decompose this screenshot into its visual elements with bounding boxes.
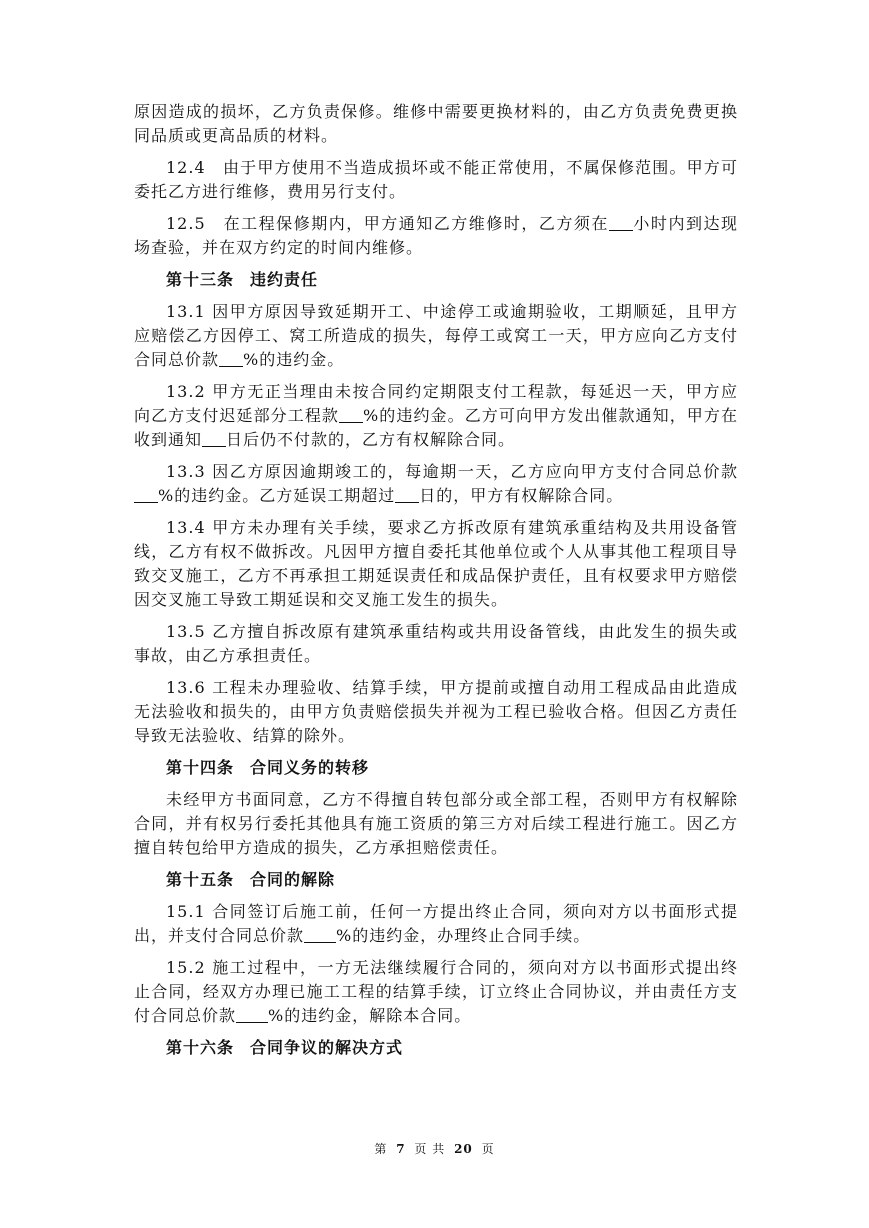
paragraph-text: 日的，甲方有权解除合同。 xyxy=(419,486,624,505)
paragraph-13-1 xyxy=(134,300,738,372)
paragraph-13-6 xyxy=(134,676,738,748)
paragraph-15-2 xyxy=(134,956,738,1028)
article-15-heading xyxy=(134,868,738,892)
page-footer xyxy=(0,1140,869,1157)
paragraph-text: 13.6 工程未办理验收、结算手续，甲方提前或擅自动用工程成品由此造成无法验收和损失的，由甲方负责赔偿损失并视为工程已验收合格。但因乙方责任导致无法验收、结算的除外。 xyxy=(134,678,738,745)
fill-in-blank-hours[interactable] xyxy=(609,214,633,231)
footer-mid: 页 共 xyxy=(414,1142,446,1156)
article-number: 第十四条 xyxy=(166,758,235,777)
paragraph-text: 15.2 施工过程中，一方无法继续履行合同的，须向对方以书面形式提出终止合同，经双方办理已施工工程的结算手续，订立终止合同协议，并由责任方支付合同总价款 xyxy=(134,958,738,1025)
paragraph-text: 12.5 在工程保修期内，甲方通知乙方维修时，乙方须在 xyxy=(166,214,609,233)
paragraph-text: 12.4 由于甲方使用不当造成损坏或不能正常使用，不属保修范围。甲方可委托乙方进行维修，费用另行支付。 xyxy=(134,158,738,201)
fill-in-blank-percent[interactable] xyxy=(219,350,243,367)
article-title: 合同义务的转移 xyxy=(250,758,370,777)
fill-in-blank-percent[interactable] xyxy=(339,406,363,423)
fill-in-blank-days[interactable] xyxy=(395,486,419,503)
article-number: 第十六条 xyxy=(166,1038,235,1057)
paragraph-13-4 xyxy=(134,516,738,612)
paragraph-12-3-continued xyxy=(134,100,738,148)
paragraph-13-2 xyxy=(134,380,738,452)
paragraph-text: 原因造成的损坏，乙方负责保修。维修中需要更换材料的，由乙方负责免费更换同品质或更高品质的材料。 xyxy=(134,102,738,145)
paragraph-text: %的违约金。 xyxy=(243,350,345,369)
paragraph-text: 13.4 甲方未办理有关手续，要求乙方拆改原有建筑承重结构及共用设备管线，乙方有权不做拆改。凡因甲方擅自委托其他单位或个人从事其他工程项目导致交叉施工，乙方不再承担工期延误责任和成品保护责任，且有权要求甲方赔偿因交叉施工导致工期延误和交叉施工发生的损失。 xyxy=(134,518,738,609)
paragraph-text: 13.3 因乙方原因逾期竣工的，每逾期一天，乙方应向甲方支付合同总价款 xyxy=(166,462,738,481)
article-14-heading xyxy=(134,756,738,780)
paragraph-text: 未经甲方书面同意，乙方不得擅自转包部分或全部工程，否则甲方有权解除合同，并有权另行委托其他具有施工资质的第三方对后续工程进行施工。因乙方擅自转包给甲方造成的损失，乙方承担赔偿责任。 xyxy=(134,790,738,857)
fill-in-blank-days[interactable] xyxy=(202,430,226,447)
total-page-count: 20 xyxy=(454,1142,473,1156)
paragraph-text: 日后仍不付款的，乙方有权解除合同。 xyxy=(226,430,516,449)
paragraph-text: %的违约金，办理终止合同手续。 xyxy=(336,926,591,945)
paragraph-text: 13.2 甲方无正当理由未按合同约定期限支付工程款，每延迟一天，甲方应向乙方支付迟延部分工程款 xyxy=(134,382,738,425)
paragraph-12-4 xyxy=(134,156,738,204)
paragraph-13-3 xyxy=(134,460,738,508)
paragraph-14 xyxy=(134,788,738,860)
article-number: 第十三条 xyxy=(166,270,235,289)
article-16-heading xyxy=(134,1036,738,1060)
article-title: 合同争议的解决方式 xyxy=(250,1038,404,1057)
paragraph-text: 13.5 乙方擅自拆改原有建筑承重结构或共用设备管线，由此发生的损失或事故，由乙方承担责任。 xyxy=(134,622,738,665)
article-title: 违约责任 xyxy=(250,270,319,289)
paragraph-text: 13.1 因甲方原因导致延期开工、中途停工或逾期验收，工期顺延，且甲方应赔偿乙方因停工、窝工所造成的损失，每停工或窝工一天，甲方应向乙方支付合同总价款 xyxy=(134,302,738,369)
article-13-heading xyxy=(134,268,738,292)
fill-in-blank-percent[interactable] xyxy=(236,1006,268,1023)
article-number: 第十五条 xyxy=(166,870,235,889)
paragraph-15-1 xyxy=(134,900,738,948)
paragraph-text: 15.1 合同签订后施工前，任何一方提出终止合同，须向对方以书面形式提出，并支付合同总价款 xyxy=(134,902,738,945)
footer-suffix: 页 xyxy=(481,1142,495,1156)
fill-in-blank-percent[interactable] xyxy=(134,486,158,503)
paragraph-text: %的违约金。乙方延误工期超过 xyxy=(158,486,396,505)
paragraph-text: 小时内到达现场查验，并在双方约定的时间内维修。 xyxy=(134,214,738,257)
current-page-number: 7 xyxy=(396,1142,406,1156)
paragraph-12-5 xyxy=(134,212,738,260)
paragraph-13-5 xyxy=(134,620,738,668)
fill-in-blank-percent[interactable] xyxy=(304,926,336,943)
footer-prefix: 第 xyxy=(374,1142,388,1156)
paragraph-text: %的违约金。乙方可向甲方发出催款通知，甲方在收到通知 xyxy=(134,406,738,449)
paragraph-text: %的违约金，解除本合同。 xyxy=(268,1006,472,1025)
article-title: 合同的解除 xyxy=(250,870,336,889)
page-content xyxy=(134,100,738,1068)
